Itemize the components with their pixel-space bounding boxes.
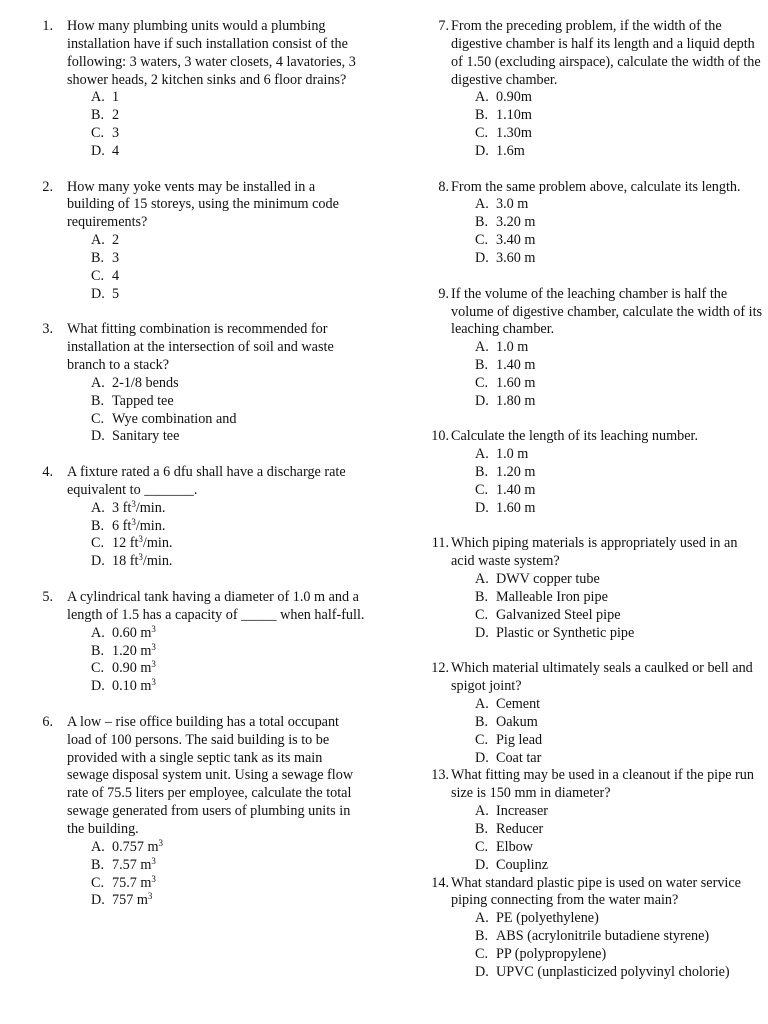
superscript: 3	[131, 516, 136, 527]
option-letter: A.	[91, 374, 105, 391]
option-text: 7.57 m	[112, 856, 152, 873]
answer-option	[475, 928, 763, 946]
option-text: 2	[112, 232, 120, 249]
answer-options	[67, 375, 366, 446]
answer-option	[475, 107, 763, 125]
answer-option	[475, 750, 763, 768]
option-letter: A.	[475, 571, 489, 588]
option-text: Oakum	[496, 713, 538, 730]
option-letter: D.	[91, 285, 105, 302]
answer-option	[475, 714, 763, 732]
option-text: 0.90m	[496, 89, 532, 106]
answer-options	[451, 196, 763, 267]
option-letter: A.	[475, 446, 489, 463]
question-number: 8.	[438, 178, 449, 195]
question-14	[421, 875, 763, 982]
option-letter: C.	[475, 374, 489, 391]
answer-options	[451, 571, 763, 642]
answer-option	[475, 196, 763, 214]
answer-option	[91, 89, 366, 107]
answer-option	[475, 125, 763, 143]
answer-option	[91, 125, 366, 143]
option-letter: D.	[91, 428, 105, 445]
superscript: 3	[147, 891, 153, 902]
question-text: A low – rise office building has a total occupant load of 100 persons. The said building is to be provided with a single septic tank as its main sewage disposal system unit. Using a sewage flow rate of 75.5 liters per employee, calculate the total sewage generated from users of plumbing units in the building.	[67, 713, 354, 837]
option-text: 0.757 m	[112, 838, 159, 855]
answer-option	[475, 803, 763, 821]
answer-option	[475, 500, 763, 518]
answer-options	[451, 339, 763, 410]
answer-options	[451, 696, 763, 767]
question-text: A cylindrical tank having a diameter of 1.0 m and a length of 1.5 has a capacity of _____ when half-full.	[67, 589, 365, 623]
question-number: 13.	[431, 767, 449, 784]
option-letter: D.	[91, 553, 105, 570]
answer-option	[91, 660, 366, 678]
option-letter: D.	[475, 749, 489, 766]
answer-option	[91, 625, 366, 643]
superscript: 3	[151, 677, 156, 688]
answer-option	[91, 375, 366, 393]
question-number: 11.	[431, 535, 449, 552]
option-letter: D.	[475, 624, 489, 641]
option-letter: C.	[475, 232, 489, 249]
option-letter: B.	[475, 589, 489, 605]
question-4	[36, 464, 366, 571]
answer-option	[475, 589, 763, 607]
option-letter: C.	[91, 125, 105, 142]
option-letter: C.	[91, 874, 105, 891]
answer-options	[67, 89, 366, 160]
option-letter: A.	[91, 838, 105, 855]
question-10	[421, 428, 763, 517]
question-number: 1.	[42, 18, 53, 34]
option-text: 4	[112, 267, 120, 284]
option-text: 75.7 m	[112, 874, 152, 891]
answer-option	[91, 500, 366, 518]
answer-option	[475, 696, 763, 714]
answer-option	[91, 857, 366, 875]
question-1	[36, 18, 366, 161]
option-letter: B.	[91, 517, 105, 534]
option-unit-suffix: /min.	[142, 553, 173, 570]
answer-option	[475, 339, 763, 357]
answer-option	[475, 482, 763, 500]
option-text: PP (polypropylene)	[496, 945, 607, 962]
option-letter: C.	[91, 410, 105, 427]
option-letter: B.	[475, 357, 489, 374]
question-number: 5.	[42, 589, 53, 605]
question-5	[36, 589, 366, 696]
answer-option	[91, 892, 366, 910]
question-2	[36, 179, 366, 304]
option-letter: A.	[91, 232, 105, 249]
option-letter: D.	[475, 249, 489, 266]
option-text: 18 ft	[112, 553, 139, 570]
answer-option	[475, 89, 763, 107]
option-text: Cement	[496, 696, 541, 713]
option-letter: C.	[475, 945, 489, 962]
answer-option	[475, 375, 763, 393]
option-letter: B.	[475, 107, 489, 124]
option-letter: B.	[475, 713, 489, 730]
answer-option	[91, 268, 366, 286]
option-letter: A.	[91, 89, 105, 106]
option-text: Elbow	[496, 838, 534, 855]
question-text: Calculate the length of its leaching number.	[451, 428, 699, 445]
question-text: A fixture rated a 6 dfu shall have a discharge rate equivalent to _______.	[67, 464, 346, 498]
option-text: 1.6m	[496, 142, 525, 159]
option-letter: C.	[475, 606, 489, 623]
option-letter: C.	[91, 267, 105, 284]
question-3	[36, 321, 366, 446]
answer-option	[91, 232, 366, 250]
option-letter: B.	[91, 642, 105, 659]
question-number: 12.	[431, 660, 449, 677]
superscript: 3	[131, 498, 136, 509]
question-6	[36, 714, 366, 910]
option-text: PE (polyethylene)	[496, 910, 599, 927]
option-text: 757 m	[112, 892, 148, 909]
option-text: 12 ft	[112, 535, 139, 552]
option-text: Sanitary tee	[112, 428, 180, 445]
option-text: Galvanized Steel pipe	[496, 606, 621, 623]
option-unit-suffix: /min.	[142, 535, 173, 552]
option-text: ABS (acrylonitrile butadiene styrene)	[496, 928, 710, 945]
option-text: Reducer	[496, 820, 544, 837]
question-text: What fitting may be used in a cleanout if the pipe run size is 150 mm in diameter?	[451, 767, 754, 802]
option-text: 1.20 m	[112, 642, 152, 659]
option-text: 1.20 m	[496, 464, 536, 481]
option-text: 3.40 m	[496, 232, 536, 249]
option-letter: C.	[475, 838, 489, 855]
answer-option	[91, 643, 366, 661]
option-text: 3.0 m	[496, 196, 529, 213]
answer-options	[67, 500, 366, 571]
option-text: 1	[112, 89, 120, 106]
option-text: 2-1/8 bends	[112, 374, 179, 391]
answer-options	[67, 232, 366, 303]
superscript: 3	[151, 659, 156, 670]
option-text: 5	[112, 285, 120, 302]
option-text: 1.0 m	[496, 446, 529, 463]
answer-option	[475, 250, 763, 268]
answer-option	[91, 553, 366, 571]
option-letter: B.	[475, 214, 489, 231]
answer-option	[475, 232, 763, 250]
answer-option	[475, 946, 763, 964]
option-letter: B.	[475, 928, 489, 945]
option-letter: C.	[91, 660, 105, 677]
question-number: 14.	[431, 874, 449, 891]
option-text: Increaser	[496, 803, 548, 820]
question-12	[421, 660, 763, 767]
option-text: 3.60 m	[496, 249, 536, 266]
answer-options	[451, 803, 763, 874]
answer-option	[475, 446, 763, 464]
option-letter: D.	[475, 499, 489, 516]
question-text: Which piping materials is appropriately used in an acid waste system?	[451, 535, 738, 570]
superscript: 3	[151, 873, 156, 884]
option-letter: C.	[475, 481, 489, 498]
question-text: What standard plastic pipe is used on water service piping connecting from the water main?	[451, 874, 741, 909]
answer-option	[91, 107, 366, 125]
answer-option	[475, 357, 763, 375]
option-text: 1.60 m	[496, 374, 536, 391]
answer-option	[91, 875, 366, 893]
answer-options	[451, 446, 763, 517]
option-letter: A.	[475, 803, 489, 820]
answer-option	[91, 518, 366, 536]
question-text: From the preceding problem, if the width of the digestive chamber is half its length and a liquid depth of 1.50 (excluding airspace), calculate the width of the digestive chamber.	[451, 18, 761, 88]
answer-option	[91, 411, 366, 429]
question-11	[421, 535, 763, 642]
option-letter: C.	[475, 731, 489, 748]
option-letter: A.	[475, 89, 489, 106]
option-letter: A.	[475, 910, 489, 927]
superscript: 3	[151, 855, 156, 866]
answer-option	[91, 839, 366, 857]
question-number: 9.	[438, 285, 449, 302]
answer-option	[91, 678, 366, 696]
question-number: 6.	[42, 713, 53, 730]
answer-option	[91, 535, 366, 553]
option-text: Couplinz	[496, 856, 549, 873]
question-number: 3.	[42, 321, 53, 338]
option-letter: D.	[475, 963, 489, 980]
answer-options	[67, 625, 366, 696]
option-letter: D.	[475, 856, 489, 873]
question-9	[421, 286, 763, 411]
option-letter: B.	[91, 392, 105, 409]
option-letter: B.	[91, 249, 105, 266]
left-column	[36, 18, 366, 928]
answer-option	[475, 393, 763, 411]
option-text: UPVC (unplasticized polyvinyl cholorie)	[496, 963, 730, 980]
option-text: Tapped tee	[112, 392, 174, 409]
option-letter: B.	[91, 107, 105, 124]
answer-option	[91, 428, 366, 446]
option-text: 1.60 m	[496, 499, 536, 516]
option-text: DWV copper tube	[496, 571, 600, 588]
option-text: 1.40 m	[496, 357, 536, 374]
option-text: 1.40 m	[496, 481, 536, 498]
option-text: Pig lead	[496, 731, 543, 748]
option-text: 3	[112, 249, 120, 266]
superscript: 3	[138, 552, 143, 563]
option-letter: C.	[91, 535, 105, 552]
question-7	[421, 18, 763, 161]
question-text: What fitting combination is recommended for installation at the intersection of soil and waste branch to a stack?	[67, 321, 334, 374]
option-unit-suffix: /min.	[135, 517, 166, 534]
answer-options	[451, 910, 763, 981]
answer-option	[475, 839, 763, 857]
superscript: 3	[158, 837, 164, 848]
option-text: 3	[112, 125, 120, 142]
question-text: From the same problem above, calculate its length.	[451, 178, 741, 195]
question-number: 10.	[431, 428, 449, 445]
right-column	[421, 18, 763, 999]
option-text: Coat tar	[496, 749, 542, 766]
option-letter: D.	[91, 142, 105, 159]
superscript: 3	[151, 641, 156, 652]
question-text: Which material ultimately seals a caulked or bell and spigot joint?	[451, 660, 753, 695]
answer-option	[475, 821, 763, 839]
option-text: 1.0 m	[496, 339, 529, 356]
option-letter: A.	[475, 696, 489, 713]
question-8	[421, 179, 763, 268]
option-letter: B.	[475, 464, 489, 481]
option-text: Plastic or Synthetic pipe	[496, 624, 635, 641]
answer-option	[475, 571, 763, 589]
answer-option	[475, 143, 763, 161]
answer-option	[475, 625, 763, 643]
option-text: 1.30m	[496, 125, 532, 142]
answer-option	[475, 214, 763, 232]
option-letter: D.	[475, 392, 489, 409]
superscript: 3	[138, 534, 143, 545]
option-text: 0.90 m	[112, 660, 152, 677]
question-13	[421, 767, 763, 874]
question-number: 7.	[438, 18, 449, 34]
option-text: 2	[112, 107, 120, 124]
option-letter: A.	[91, 499, 105, 516]
option-text: 3.20 m	[496, 214, 536, 231]
answer-option	[475, 464, 763, 482]
option-unit-suffix: /min.	[135, 499, 166, 516]
question-text: How many plumbing units would a plumbing installation have if such installation consist of the following: 3 waters, 3 water closets, 4 lavatories, 3 shower heads, 2 kitchen sinks and 6 floor drains?	[67, 18, 356, 88]
option-letter: B.	[475, 820, 489, 837]
answer-option	[475, 964, 763, 982]
option-letter: A.	[91, 624, 105, 641]
option-text: 3 ft	[112, 499, 132, 516]
superscript: 3	[151, 623, 156, 634]
option-text: Wye combination and	[112, 410, 237, 427]
question-number: 2.	[42, 178, 53, 195]
option-letter: A.	[475, 196, 489, 213]
option-letter: D.	[475, 142, 489, 159]
question-number: 4.	[42, 464, 53, 481]
answer-option	[91, 143, 366, 161]
option-text: Malleable Iron pipe	[496, 589, 608, 605]
option-letter: A.	[475, 339, 489, 356]
option-letter: D.	[91, 892, 105, 909]
question-text: If the volume of the leaching chamber is half the volume of digestive chamber, calculate the width of its leaching chamber.	[451, 285, 763, 338]
option-text: 4	[112, 142, 120, 159]
option-letter: B.	[91, 856, 105, 873]
option-text: 6 ft	[112, 517, 132, 534]
option-text: 0.60 m	[112, 624, 152, 641]
answer-options	[67, 839, 366, 910]
answer-option	[475, 607, 763, 625]
answer-option	[91, 286, 366, 304]
answer-option	[475, 732, 763, 750]
option-letter: D.	[91, 678, 105, 695]
answer-option	[91, 250, 366, 268]
option-letter: C.	[475, 125, 489, 142]
option-text: 1.10m	[496, 107, 532, 124]
answer-option	[475, 857, 763, 875]
option-text: 0.10 m	[112, 678, 152, 695]
answer-option	[475, 910, 763, 928]
option-text: 1.80 m	[496, 392, 536, 409]
answer-option	[91, 393, 366, 411]
answer-options	[451, 89, 763, 160]
question-text: How many yoke vents may be installed in a building of 15 storeys, using the minimum code requirements?	[67, 178, 339, 231]
